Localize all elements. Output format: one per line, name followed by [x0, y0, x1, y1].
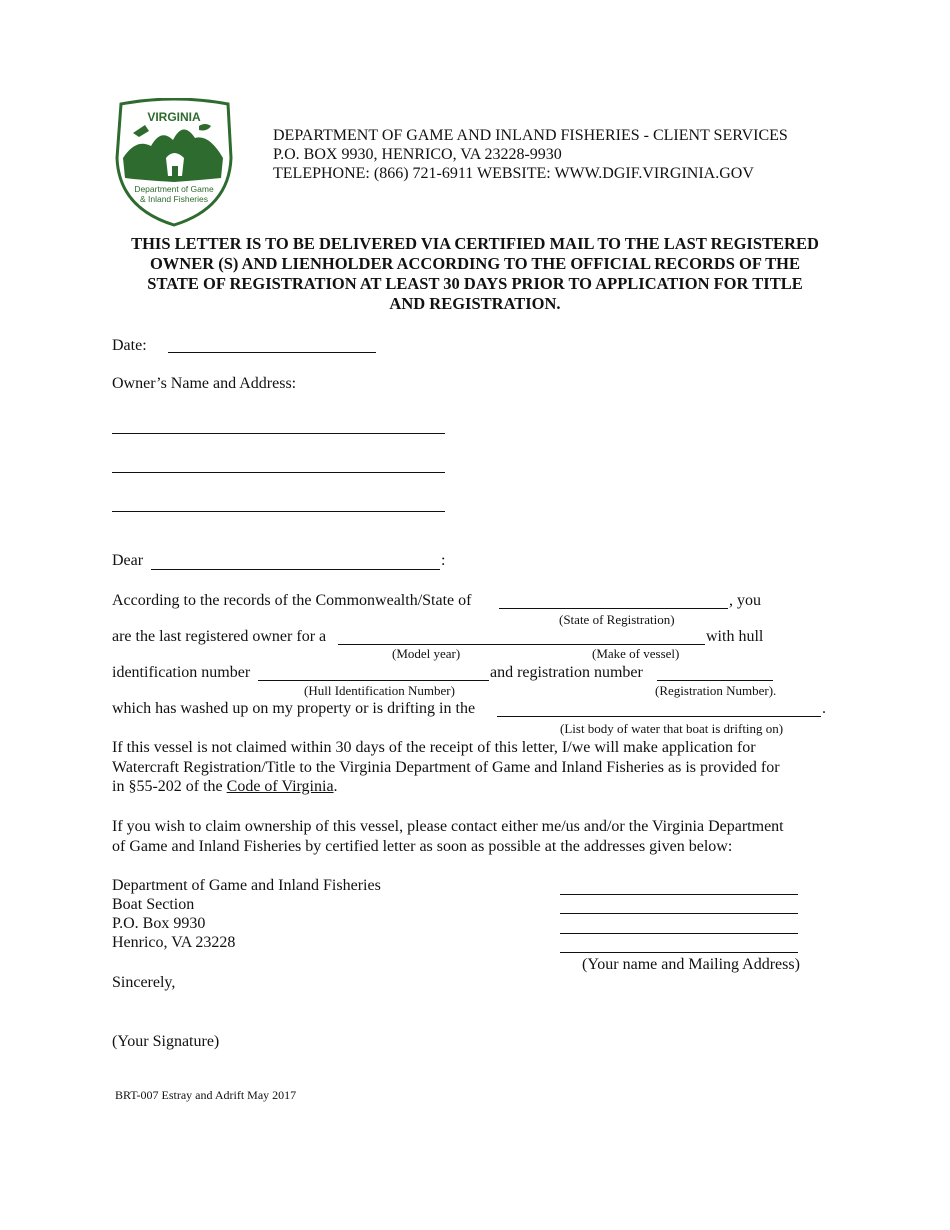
- paragraph-line: Watercraft Registration/Title to the Virginia Department of Game and Inland Fisheries as is provided for: [112, 758, 780, 776]
- registration-caption: (Registration Number).: [655, 683, 777, 698]
- model-caption: (Model year): [392, 646, 461, 661]
- hin-caption: (Hull Identification Number): [304, 683, 455, 698]
- state-field[interactable]: [499, 608, 728, 609]
- your-address-line-2[interactable]: [560, 913, 798, 914]
- your-address-line-1[interactable]: [560, 894, 798, 895]
- notice-line: OWNER (S) AND LIENHOLDER ACCORDING TO THE OFFICIAL RECORDS OF THE: [149, 254, 801, 273]
- registration-number-field[interactable]: [657, 680, 773, 681]
- make-caption: (Make of vessel): [592, 646, 680, 661]
- owner-label: Owner’s Name and Address:: [112, 375, 297, 392]
- form-id: BRT-007 Estray and Adrift May 2017: [115, 1088, 297, 1102]
- hull-id-field[interactable]: [258, 680, 489, 681]
- certified-mail-notice: [110, 234, 840, 314]
- body-line-2: are the last registered owner for a: [112, 628, 327, 645]
- logo-title: VIRGINIA: [147, 110, 201, 124]
- header-contact: TELEPHONE: (866) 721-6911 WEBSITE: WWW.DGIF.VIRGINIA.GOV: [273, 165, 754, 182]
- address-line-4: Henrico, VA 23228: [112, 934, 236, 951]
- logo-subtitle-2: & Inland Fisheries: [139, 194, 209, 204]
- paragraph-line: of Game and Inland Fisheries by certified letter as soon as possible at the addresses given below:: [112, 837, 733, 855]
- dear-label: Dear: [112, 552, 144, 569]
- body-line-3: identification number: [112, 664, 251, 681]
- date-field[interactable]: [168, 352, 376, 353]
- header-department: DEPARTMENT OF GAME AND INLAND FISHERIES - CLIENT SERVICES: [273, 127, 788, 144]
- body-line-2-end: with hull: [706, 628, 764, 645]
- owner-address-line-3[interactable]: [112, 511, 445, 512]
- owner-address-line-2[interactable]: [112, 472, 445, 473]
- dear-name-field[interactable]: [151, 569, 440, 570]
- notice-line: THIS LETTER IS TO BE DELIVERED VIA CERTIFIED MAIL TO THE LAST REGISTERED: [131, 234, 819, 253]
- paragraph-line: [112, 777, 780, 797]
- paragraph-line: If this vessel is not claimed within 30 days of the receipt of this letter, I/we will make application for: [112, 739, 756, 756]
- code-ref-text: in §55-202 of the: [112, 778, 223, 795]
- body-line-1-end: , you: [729, 592, 761, 609]
- notice-line: AND REGISTRATION.: [389, 294, 561, 313]
- water-caption: (List body of water that boat is drifting on): [560, 721, 784, 736]
- body-line-4: which has washed up on my property or is drifting in the: [112, 700, 476, 717]
- contact-paragraph: [112, 817, 784, 856]
- signature-label: (Your Signature): [112, 1033, 220, 1050]
- body-line-3-mid: and registration number: [490, 664, 643, 681]
- address-line-2: Boat Section: [112, 896, 195, 913]
- paragraph-line: If you wish to claim ownership of this vessel, please contact either me/us and/or the Virginia Department: [112, 818, 784, 835]
- body-of-water-field[interactable]: [497, 716, 821, 717]
- claim-deadline-paragraph: [112, 738, 780, 797]
- your-address-line-3[interactable]: [560, 933, 798, 934]
- owner-address-line-1[interactable]: [112, 433, 445, 434]
- header-po-box: P.O. BOX 9930, HENRICO, VA 23228-9930: [273, 146, 562, 163]
- body-line-4-end: .: [822, 700, 826, 717]
- sincerely: Sincerely,: [112, 974, 176, 991]
- your-address-line-4[interactable]: [560, 952, 798, 953]
- period: .: [333, 778, 338, 795]
- dgif-logo: [111, 98, 238, 228]
- code-of-virginia-link[interactable]: Code of Virginia: [226, 778, 334, 795]
- body-line-1: According to the records of the Commonwealth/State of: [112, 592, 472, 609]
- logo-subtitle-1: Department of Game: [134, 184, 214, 194]
- vessel-field[interactable]: [338, 644, 705, 645]
- dgif-seal-icon: [111, 98, 238, 228]
- your-address-caption: (Your name and Mailing Address): [582, 956, 800, 973]
- date-label: Date:: [112, 337, 147, 354]
- address-line-1: Department of Game and Inland Fisheries: [112, 877, 381, 894]
- state-caption: (State of Registration): [559, 612, 675, 627]
- address-line-3: P.O. Box 9930: [112, 915, 206, 932]
- notice-line: STATE OF REGISTRATION AT LEAST 30 DAYS PRIOR TO APPLICATION FOR TITLE: [147, 274, 803, 293]
- dear-colon: :: [441, 552, 446, 569]
